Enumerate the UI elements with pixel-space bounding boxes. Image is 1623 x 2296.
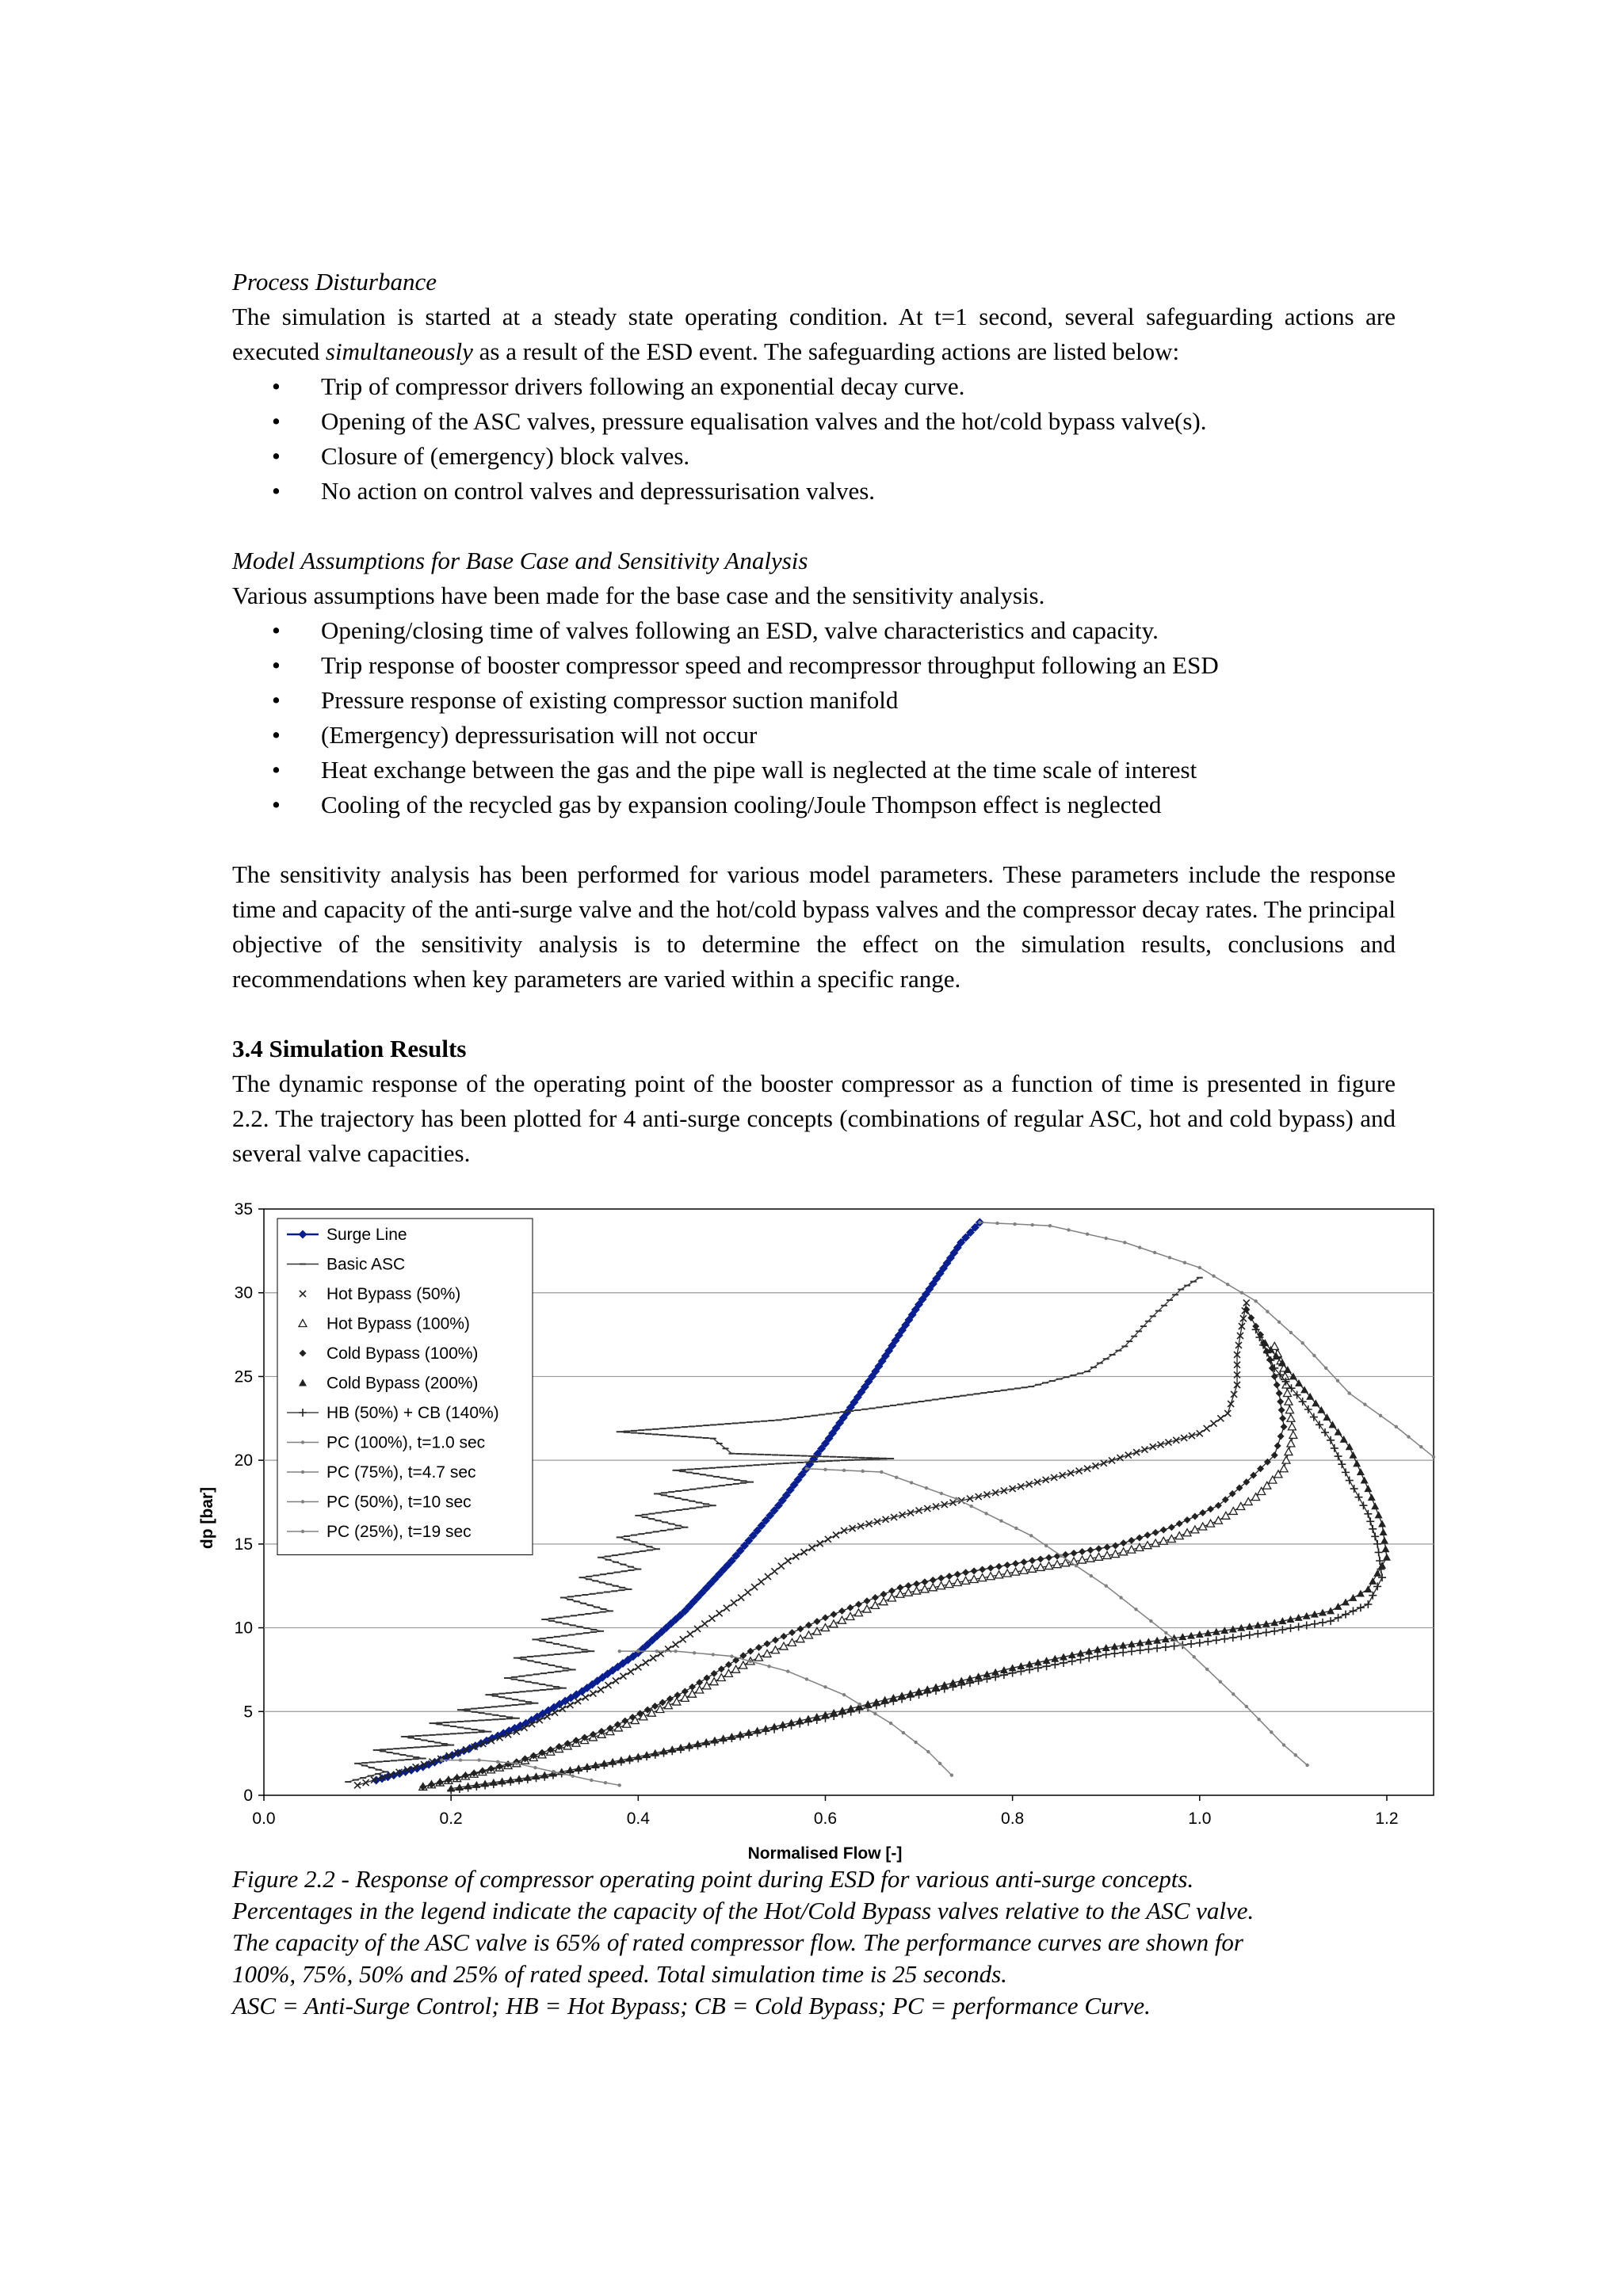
data-point [749,1660,752,1663]
x-tick-label: 0.2 [439,1810,463,1828]
data-point [1090,1574,1093,1577]
data-point [301,1470,304,1474]
data-point [969,1505,972,1508]
data-point [1240,1291,1243,1295]
data-point [693,1651,696,1654]
data-point [1305,1764,1308,1767]
data-point [1419,1445,1423,1448]
legend-label: Hot Bypass (50%) [327,1285,461,1303]
y-tick-label: 5 [243,1703,253,1722]
data-point [1254,1299,1257,1302]
data-point [978,1221,981,1224]
data-point [861,1470,865,1473]
data-point [889,1722,892,1725]
data-point [1031,1223,1034,1226]
legend-label: Hot Bypass (100%) [327,1314,470,1333]
data-point [1067,1228,1070,1231]
page-body [232,265,1396,1171]
data-point [880,1470,883,1474]
data-point [1363,1402,1366,1405]
x-tick-label: 0.8 [1001,1810,1025,1828]
data-point [1282,1743,1285,1746]
data-point [655,1650,659,1653]
data-point [950,1773,953,1776]
data-point [902,1731,905,1734]
data-point [1193,1655,1196,1658]
data-point [1300,1341,1304,1344]
data-point [910,1481,913,1484]
section-heading-assumptions: Model Assumptions for Base Case and Sensitivity Analysis [232,547,808,574]
list-item: • Heat exchange between the gas and the pipe wall is neglected at the time scale of interest [232,753,1396,788]
data-point [301,1530,304,1533]
figure-chart [190,1188,1442,1870]
list-item: • No action on control valves and depressurisation valves. [232,474,1396,509]
data-point [823,1468,827,1471]
data-point [1294,1753,1297,1756]
legend-label: Basic ASC [327,1255,406,1274]
section-heading-disturbance: Process Disturbance [232,268,437,296]
x-tick-label: 1.0 [1188,1810,1212,1828]
data-point [1123,1241,1126,1244]
data-point [1348,1391,1351,1394]
x-tick-label: 0.4 [626,1810,650,1828]
y-axis-title: dp [bar] [198,1486,216,1550]
y-tick-label: 15 [234,1535,253,1554]
legend-label: HB (50%) + CB (140%) [327,1404,499,1422]
data-point [1277,1321,1281,1324]
data-point [1149,1619,1152,1623]
data-point [1153,1251,1156,1254]
data-point [1379,1414,1382,1417]
paragraph-disturbance [232,299,1396,369]
x-tick-label: 0.0 [252,1810,276,1828]
data-point [805,1467,808,1470]
text-run: as a result of the ESD event. The safeguarding actions are listed below: [472,338,1180,365]
y-tick-label: 30 [234,1283,253,1302]
data-point [590,1779,593,1782]
y-tick-label: 25 [234,1367,253,1386]
data-point [767,1665,770,1668]
data-point [1105,1237,1108,1240]
data-point [955,1497,958,1501]
data-point [459,1758,462,1761]
data-point [938,1762,941,1765]
data-point [823,1685,827,1688]
data-point [925,1486,928,1489]
data-point [1212,1274,1215,1277]
legend [277,1219,533,1555]
section-title-results: 3.4 Simulation Results [232,1035,467,1062]
x-tick-label: 0.6 [813,1810,838,1828]
data-point [533,1766,537,1769]
data-point [1044,1544,1048,1547]
data-point [842,1469,846,1472]
data-point [842,1693,846,1696]
y-tick-label: 20 [234,1451,253,1470]
data-point [1266,1310,1269,1313]
data-point [552,1770,556,1773]
data-point [1312,1354,1316,1357]
legend-label: PC (25%), t=19 sec [327,1523,472,1541]
list-item: • Opening/closing time of valves following an ESD, valve characteristics and capacity. [232,613,1396,648]
data-point [926,1750,930,1753]
data-point [1395,1425,1398,1428]
list-item: • Pressure response of existing compressor suction manifold [232,683,1396,718]
legend-label: PC (50%), t=10 sec [327,1493,472,1512]
data-point [496,1760,499,1764]
data-point [730,1654,733,1657]
data-point [604,1781,607,1784]
y-tick-label: 35 [234,1200,253,1219]
y-tick-label: 0 [243,1787,253,1805]
data-point [1105,1585,1108,1588]
data-point [1029,1534,1033,1537]
text-run: The simulation is started at a steady state operating condition. At t=1 second, several safeguarding actions are executed [232,303,1396,365]
data-point [571,1774,574,1777]
data-point [940,1492,943,1495]
data-point [301,1440,304,1444]
data-point [712,1653,715,1656]
legend-label: PC (100%), t=1.0 sec [327,1433,486,1452]
data-point [440,1758,443,1761]
data-point [1138,1245,1141,1249]
data-point [1183,1261,1186,1264]
caption-line: 100%, 75%, 50% and 25% of rated speed. Total simulation time is 25 seconds. [232,1960,1007,1988]
data-point [1086,1233,1089,1236]
data-point [1205,1668,1209,1671]
data-point [786,1669,789,1672]
data-point [477,1758,480,1761]
data-point [914,1741,917,1744]
data-point [1060,1554,1063,1557]
legend-label: Cold Bypass (100%) [327,1344,479,1363]
data-point [895,1476,898,1479]
data-point [1270,1730,1273,1733]
data-point [1198,1266,1201,1269]
x-tick-label: 1.2 [1375,1810,1399,1828]
data-point [674,1650,677,1653]
data-point [515,1762,518,1765]
caption-line: ASC = Anti-Surge Control; HB = Hot Bypass; CB = Cold Bypass; PC = performance Curve. [232,1992,1151,2019]
legend-label: PC (75%), t=4.7 sec [327,1463,476,1482]
list-item: • Trip response of booster compressor speed and recompressor throughput following an ESD [232,648,1396,683]
paragraph-sensitivity: The sensitivity analysis has been performed for various model parameters. These parameters include the response time and capacity of the anti-surge valve and the hot/cold bypass valves and the compressor decay rates. The principal objective of the sensitivity analysis is to determine the effect on the simulation results, conclusions and recommendations when key parameters are varied within a specific range. [232,860,1396,993]
list-item: • Opening of the ASC valves, pressure equalisation valves and the hot/cold bypass valve(s). [232,404,1396,439]
list-item: • (Emergency) depressurisation will not occur [232,718,1396,753]
data-point [995,1222,999,1225]
caption-line: Percentages in the legend indicate the capacity of the Hot/Cold Bypass valves relative to the ASC valve. [232,1897,1254,1924]
list-assumptions [232,613,1396,822]
data-point [1119,1596,1122,1599]
data-point [1245,1705,1248,1708]
list-safeguarding-actions [232,369,1396,509]
data-point [1014,1527,1018,1530]
data-point [301,1500,304,1503]
data-point [1219,1680,1222,1683]
legend-label: Surge Line [327,1226,407,1244]
paragraph-results: The dynamic response of the operating point of the booster compressor as a function of time is presented in figure 2.2. The trajectory has been plotted for 4 anti-surge concepts (combinations of regular ASC, hot and cold bypass) and several valve capacities. [232,1070,1396,1167]
data-point [1232,1692,1235,1695]
list-item: • Closure of (emergency) block valves. [232,439,1396,474]
data-point [1164,1631,1167,1634]
y-tick-label: 10 [234,1619,253,1638]
figure-caption [232,1863,1421,2022]
data-point [984,1512,987,1515]
data-point [1407,1435,1410,1438]
list-item: • Cooling of the recycled gas by expansion cooling/Joule Thompson effect is neglected [232,788,1396,822]
data-point [805,1677,808,1680]
caption-line: Figure 2.2 - Response of compressor operating point during ESD for various anti-surge concepts. [232,1865,1194,1893]
data-point [858,1703,861,1706]
legend-item [300,1344,479,1363]
emphasis-text: simultaneously [325,338,473,365]
data-point [1289,1331,1293,1334]
data-point [618,1783,621,1787]
data-point [1226,1283,1229,1286]
data-point [1013,1222,1016,1226]
paragraph-assumptions: Various assumptions have been made for the base case and the sensitivity analysis. [232,582,1045,609]
data-point [1134,1608,1137,1611]
data-point [1336,1379,1339,1383]
data-point [1168,1256,1171,1259]
data-point [1075,1564,1078,1567]
data-point [636,1650,640,1653]
data-point [1048,1224,1052,1227]
data-point [999,1519,1002,1522]
list-item: • Trip of compressor drivers following an exponential decay curve. [232,369,1396,404]
data-point [873,1712,876,1715]
legend-label: Cold Bypass (200%) [327,1374,479,1393]
data-point [1432,1455,1435,1459]
caption-line: The capacity of the ASC valve is 65% of rated compressor flow. The performance curves are shown for [232,1928,1243,1956]
data-point [618,1650,621,1653]
data-point [1179,1643,1182,1646]
x-axis-title: Normalised Flow [-] [747,1844,903,1863]
data-point [1257,1718,1260,1721]
data-point [1324,1367,1327,1370]
